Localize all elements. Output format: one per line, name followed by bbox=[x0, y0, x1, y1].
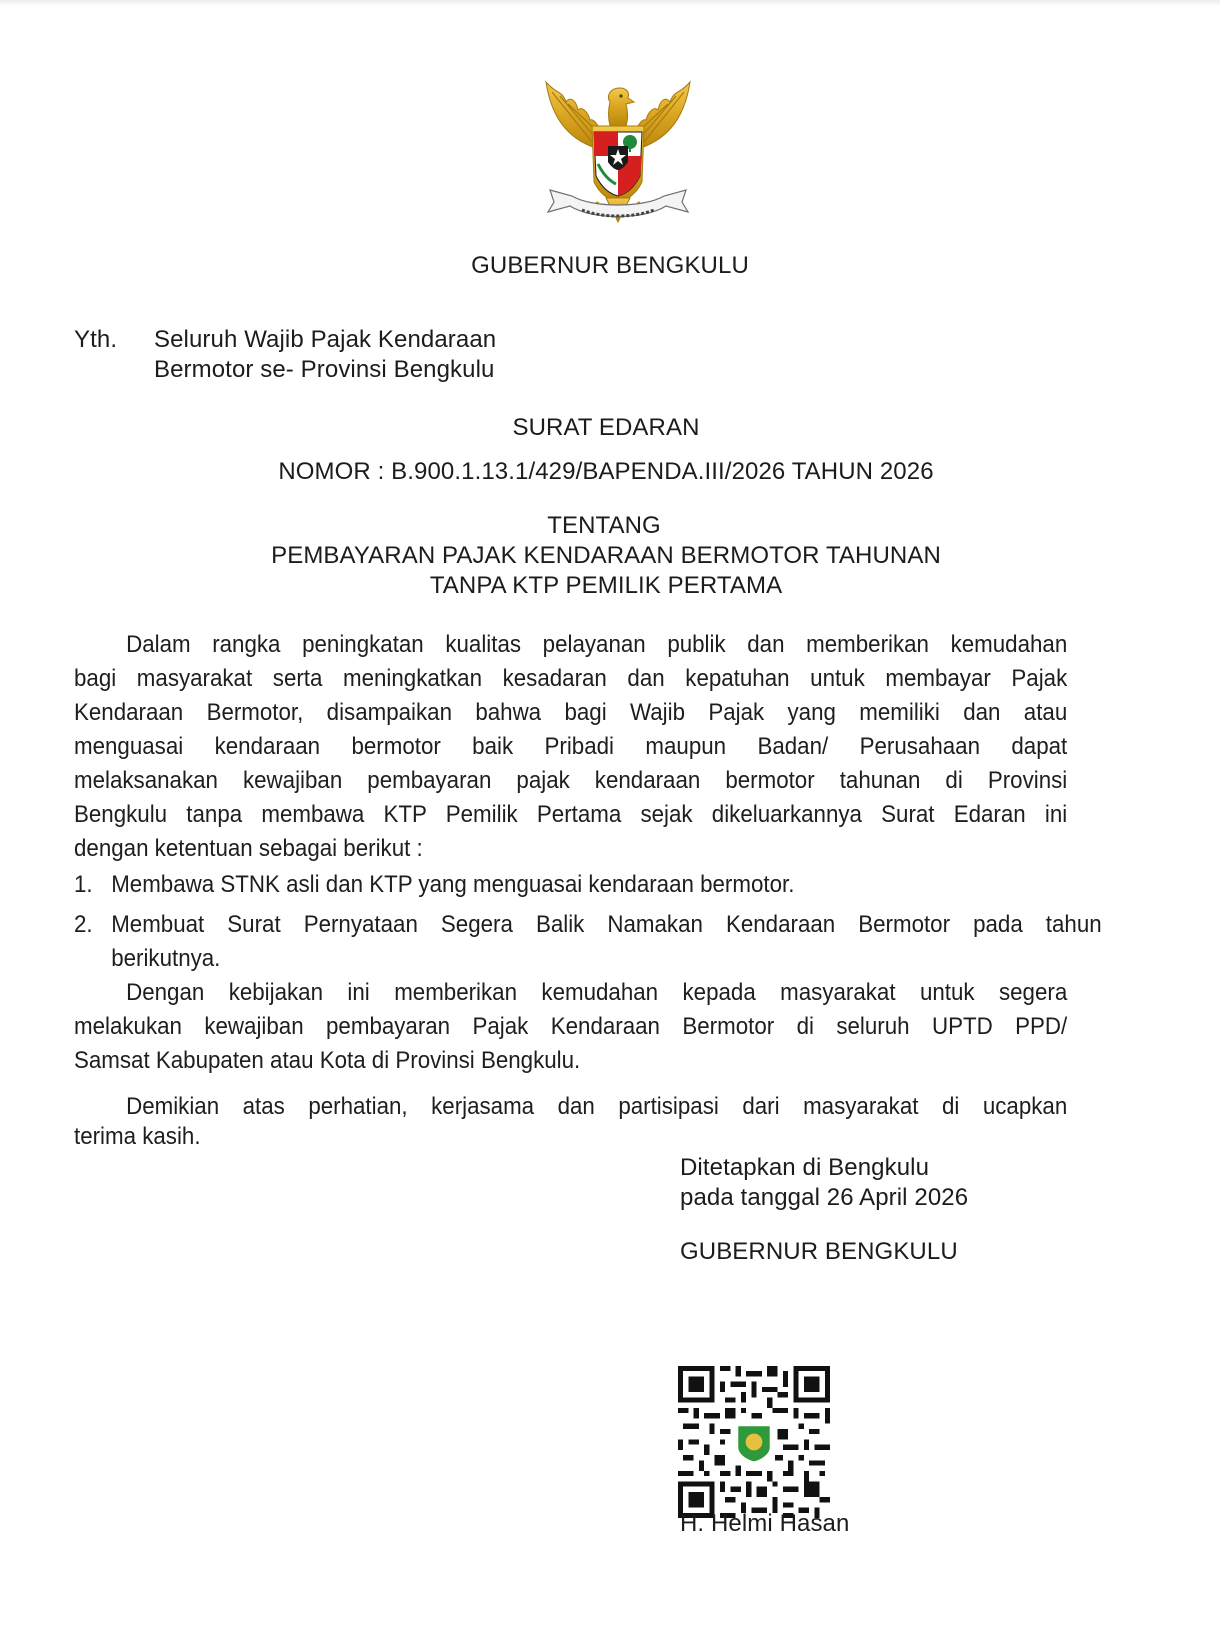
paragraph-line: melakukan kewajiban pembayaran Pajak Kendaraan Bermotor di seluruh UPTD PPD/ bbox=[74, 1013, 1068, 1040]
requirement-number: 1. bbox=[74, 871, 93, 898]
requirement-text: Membuat Surat Pernyataan Segera Balik Namakan Kendaraan Bermotor pada tahun bbox=[111, 911, 1102, 938]
signature-title: GUBERNUR BENGKULU bbox=[680, 1238, 958, 1265]
signature-date: pada tanggal 26 April 2026 bbox=[680, 1184, 969, 1211]
paragraph-line: terima kasih. bbox=[74, 1123, 201, 1150]
paragraph-intro bbox=[74, 628, 1067, 866]
paragraph-line: menguasai kendaraan bermotor baik Pribadi maupun Badan/ Perusahaan dapat bbox=[74, 733, 1068, 760]
addressee-prefix: Yth. bbox=[74, 326, 118, 353]
paragraph-line: Samsat Kabupaten atau Kota di Provinsi Bengkulu. bbox=[74, 1047, 581, 1074]
signatory-name: H. Helmi Hasan bbox=[680, 1510, 850, 1537]
document-type-title: SURAT EDARAN bbox=[512, 414, 700, 441]
paragraph-line: bagi masyarakat serta meningkatkan kesadaran dan kepatuhan untuk membayar Pajak bbox=[74, 665, 1068, 692]
qr-code-icon bbox=[678, 1366, 830, 1518]
issuer-heading: GUBERNUR BENGKULU bbox=[471, 252, 749, 279]
paragraph-line: Bengkulu tanpa membawa KTP Pemilik Pertama sejak dikeluarkannya Surat Edaran ini bbox=[74, 801, 1068, 828]
paragraph-line: Demikian atas perhatian, kerjasama dan partisipasi dari masyarakat di ucapkan bbox=[126, 1093, 1068, 1120]
paragraph-line: melaksanakan kewajiban pembayaran pajak kendaraan bermotor tahunan di Provinsi bbox=[74, 767, 1068, 794]
signature-place: Ditetapkan di Bengkulu bbox=[680, 1154, 930, 1181]
requirement-number: 2. bbox=[74, 911, 93, 938]
paragraph-line: Dalam rangka peningkatan kualitas pelayanan publik dan memberikan kemudahan bbox=[126, 631, 1068, 658]
top-edge-shadow bbox=[0, 0, 1220, 6]
subject-line-2: TANPA KTP PEMILIK PERTAMA bbox=[429, 572, 783, 599]
paragraph-policy bbox=[74, 976, 1067, 1078]
addressee-line-1: Seluruh Wajib Pajak Kendaraan bbox=[154, 326, 497, 353]
paragraph-line: dengan ketentuan sebagai berikut : bbox=[74, 835, 423, 862]
about-label: TENTANG bbox=[547, 512, 661, 539]
addressee-line-2: Bermotor se- Provinsi Bengkulu bbox=[154, 356, 495, 383]
paragraph-line: Dengan kebijakan ini memberikan kemudahan kepada masyarakat untuk segera bbox=[126, 979, 1068, 1006]
garuda-emblem-icon bbox=[532, 72, 704, 238]
requirement-text-continued: berikutnya. bbox=[111, 945, 221, 972]
subject-line-1: PEMBAYARAN PAJAK KENDARAAN BERMOTOR TAHUNAN bbox=[271, 542, 941, 569]
paragraph-closing bbox=[74, 1092, 1067, 1152]
document-number: NOMOR : B.900.1.13.1/429/BAPENDA.III/2026 TAHUN 2026 bbox=[278, 458, 934, 485]
paragraph-line: Kendaraan Bermotor, disampaikan bahwa bagi Wajib Pajak yang memiliki dan atau bbox=[74, 699, 1068, 726]
requirement-text: Membawa STNK asli dan KTP yang menguasai kendaraan bermotor. bbox=[111, 871, 795, 898]
